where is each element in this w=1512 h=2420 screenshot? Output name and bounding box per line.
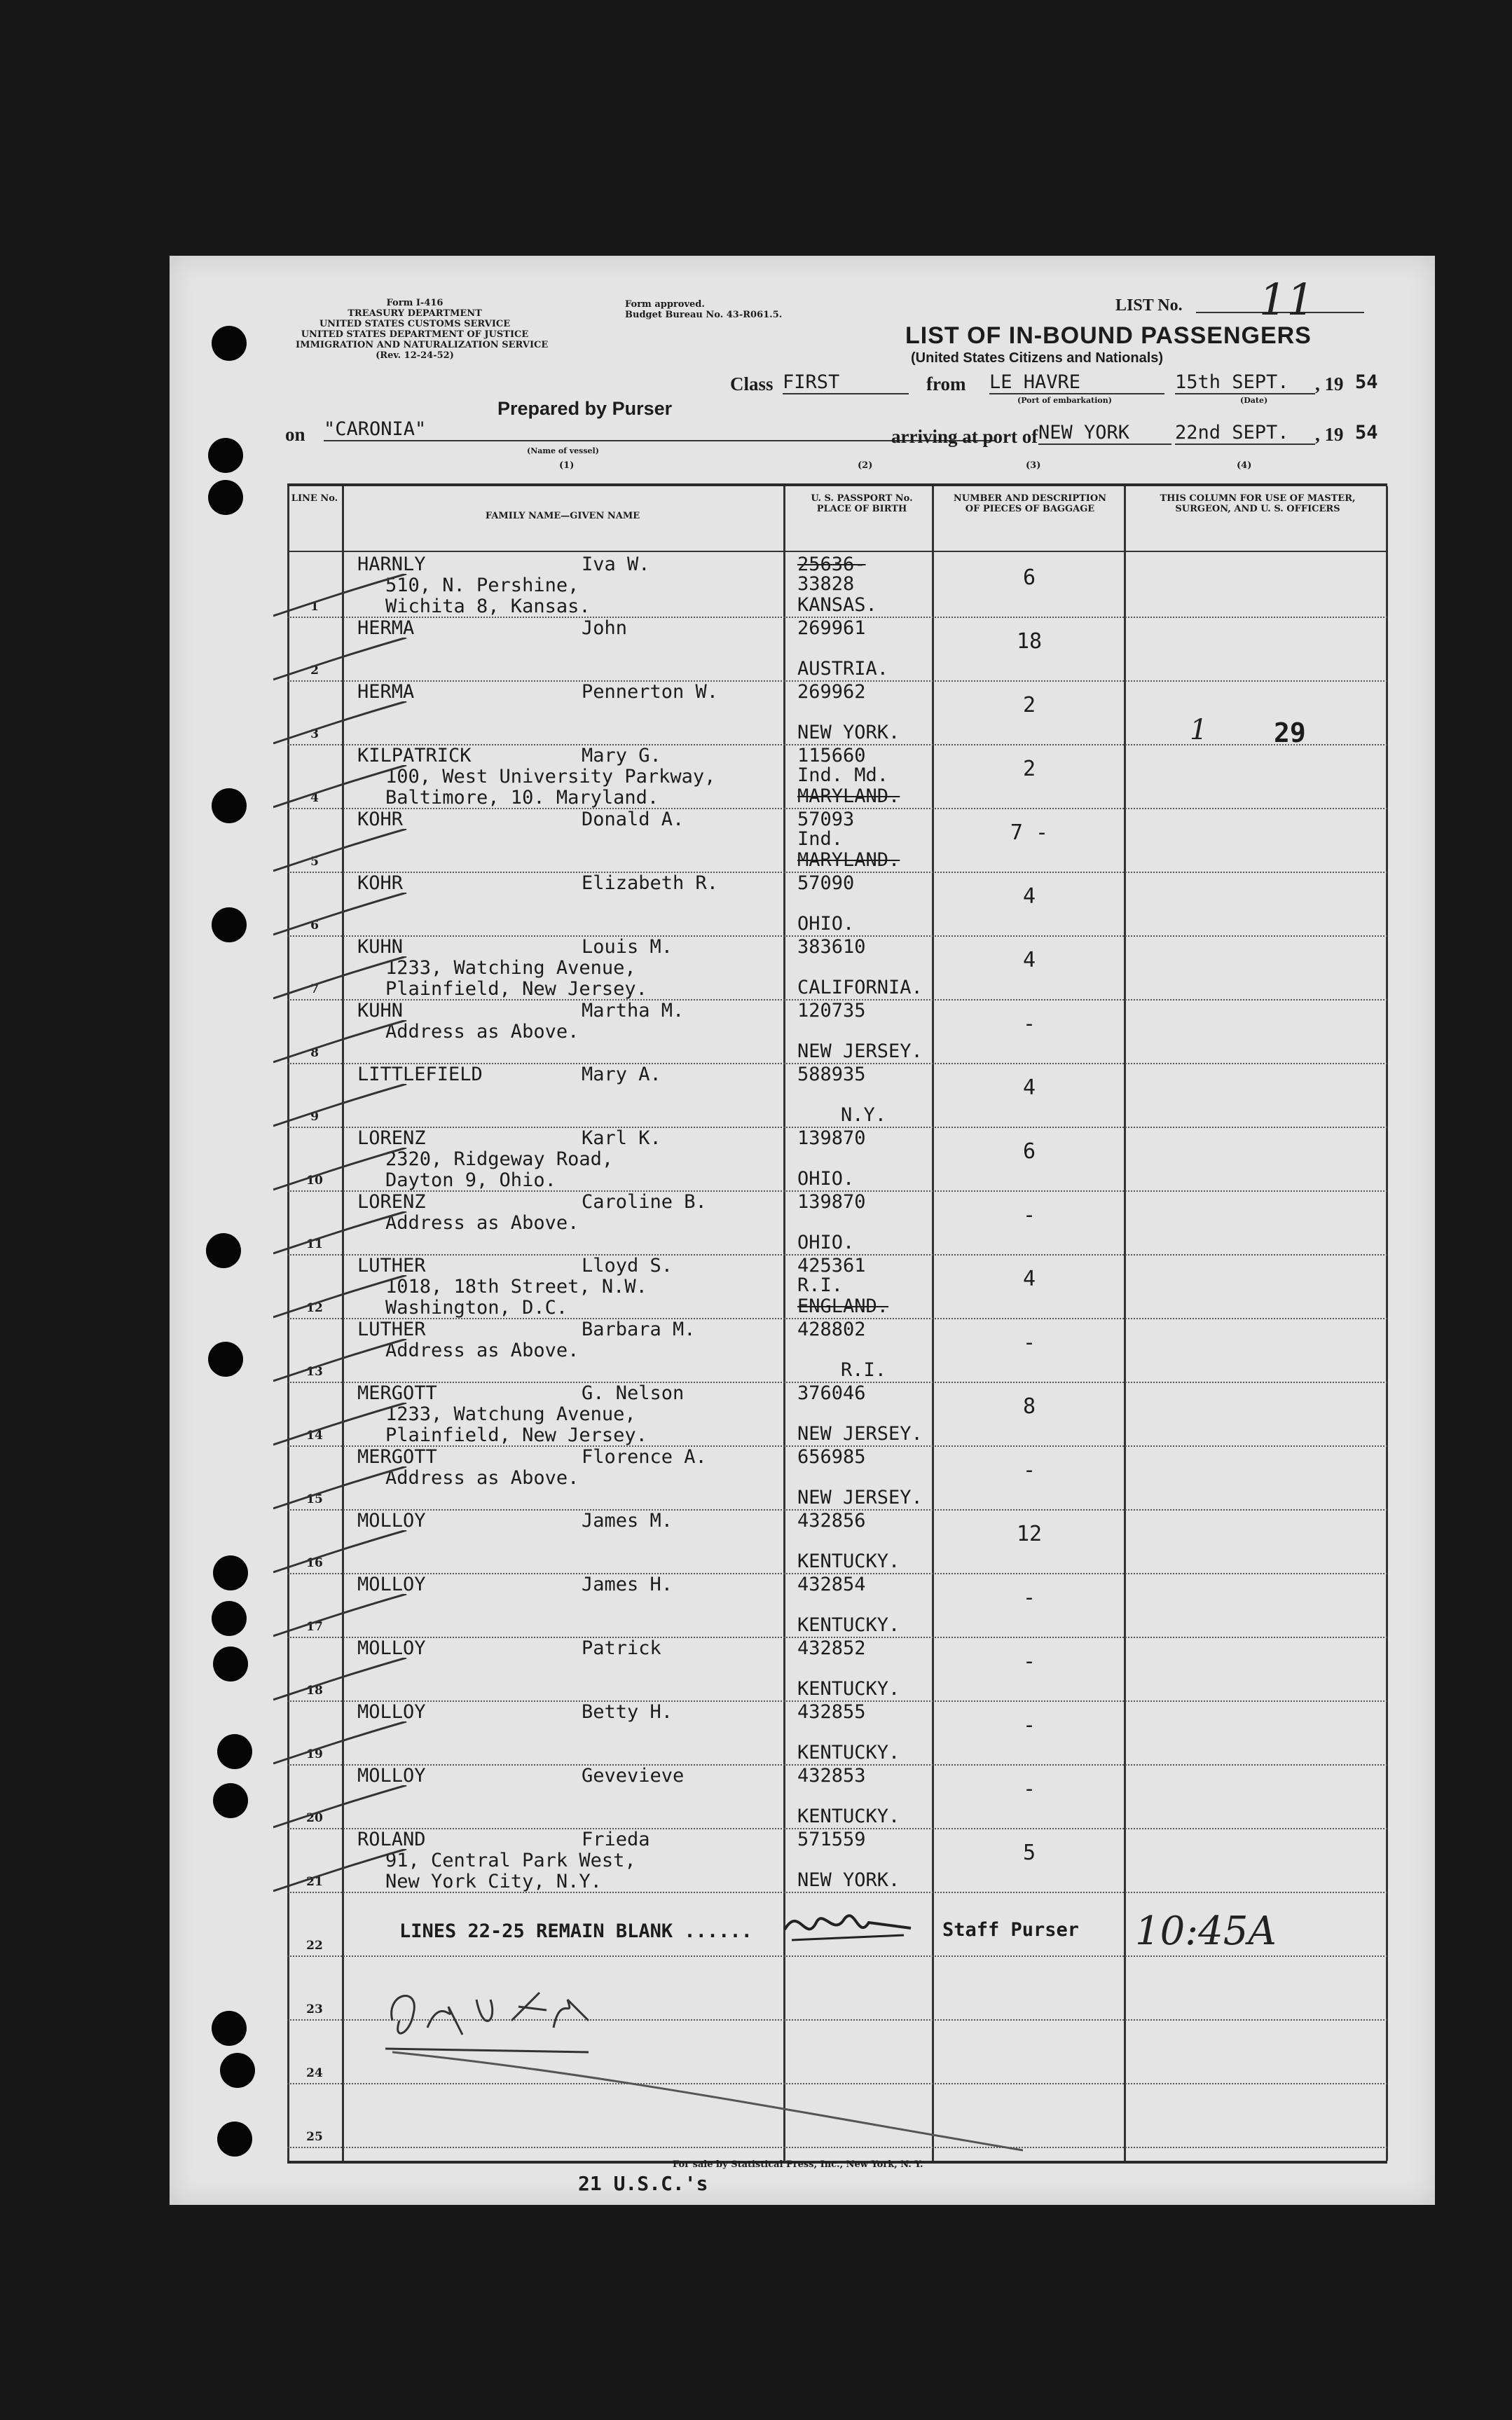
prepared-by: Prepared by Purser xyxy=(497,398,673,419)
place-of-birth: AUSTRIA. xyxy=(797,658,889,680)
table-row xyxy=(287,1828,1387,1892)
stamp-note: 21 U.S.C.'s xyxy=(578,2172,708,2195)
place-of-birth: KENTUCKY. xyxy=(797,1678,900,1700)
line-number: 18 xyxy=(306,1684,323,1698)
table-row xyxy=(287,935,1387,999)
line-number: 4 xyxy=(310,791,319,805)
column-number-1: (1) xyxy=(559,460,575,471)
baggage-count: 2 xyxy=(1022,693,1036,717)
family-name: MERGOTT xyxy=(357,1382,437,1404)
line-number: 2 xyxy=(310,664,319,678)
table-row xyxy=(287,808,1387,872)
baggage-count: 18 xyxy=(1016,629,1043,654)
form-id: Form I-416 TREASURY DEPARTMENT UNITED STATES CUSTOMS SERVICE UNITED STATES DEPARTMENT OF JUSTICE IMMIGRATION AND NATURALIZATION SERVICE (Rev. 12-24-52) xyxy=(296,298,549,361)
line-number: 14 xyxy=(306,1429,323,1443)
place-of-birth: NEW JERSEY. xyxy=(797,1487,923,1508)
place-of-birth: NEW YORK. xyxy=(797,1869,900,1891)
place-of-birth: N.Y. xyxy=(841,1104,887,1126)
given-name: Florence A. xyxy=(582,1446,707,1468)
passport-number: 376046 xyxy=(797,1382,866,1404)
table-row xyxy=(287,1509,1387,1573)
line-number: 24 xyxy=(306,2066,323,2080)
class-value: FIRST xyxy=(783,371,909,394)
struck-entry: 25636- xyxy=(797,554,866,575)
header-rule xyxy=(287,551,1387,552)
family-name: LITTLEFIELD xyxy=(357,1064,483,1085)
port-value: LE HAVRE xyxy=(989,371,1164,394)
baggage-count: 7 - xyxy=(1010,820,1049,845)
column-number-2: (2) xyxy=(858,460,873,471)
header-officers: THIS COLUMN FOR USE OF MASTER, SURGEON, AND U. S. OFFICERS xyxy=(1160,493,1356,514)
family-name: LUTHER xyxy=(357,1319,426,1340)
place-of-birth: R.I. xyxy=(841,1359,887,1381)
given-name: Caroline B. xyxy=(582,1191,707,1213)
place-of-birth: NEW JERSEY. xyxy=(797,1040,923,1062)
baggage-count: 4 xyxy=(1022,1075,1036,1100)
line-number: 12 xyxy=(306,1301,323,1315)
line-number: 8 xyxy=(310,1046,319,1060)
family-name: MOLLOY xyxy=(357,1510,426,1532)
time-note: 10:45A xyxy=(1135,1909,1277,1954)
officer-mark: 1 xyxy=(1190,714,1208,746)
family-name: LORENZ xyxy=(357,1191,426,1213)
remain-blank-note: LINES 22-25 REMAIN BLANK ...... xyxy=(399,1920,752,1942)
address: Address as Above. xyxy=(385,1021,579,1043)
family-name: MOLLOY xyxy=(357,1701,426,1723)
year-prefix: , 19 xyxy=(1315,373,1344,394)
passport-number: 432856 xyxy=(797,1510,866,1532)
table-row xyxy=(287,999,1387,1063)
page-subtitle: (United States Citizens and Nationals) xyxy=(911,350,1164,366)
line-number: 11 xyxy=(306,1237,323,1251)
table-row xyxy=(287,872,1387,935)
baggage-count: - xyxy=(1022,1777,1036,1801)
punch-hole xyxy=(220,2053,255,2088)
place-of-birth: NEW JERSEY. xyxy=(797,1423,923,1445)
place-of-birth: KENTUCKY. xyxy=(797,1806,900,1827)
arrival-year: 54 xyxy=(1355,422,1378,444)
struck-entry: MARYLAND. xyxy=(797,785,900,807)
punch-hole xyxy=(213,1783,248,1818)
punch-hole xyxy=(213,1555,248,1590)
given-name: Pennerton W. xyxy=(582,681,719,703)
baggage-count: 5 xyxy=(1022,1841,1036,1865)
vessel-caption: (Name of vessel) xyxy=(527,446,599,455)
place-of-birth: KENTUCKY. xyxy=(797,1614,900,1636)
printer-note: For sale by Statistical Press, Inc., New York, N. Y. xyxy=(673,2159,923,2170)
place-of-birth: OHIO. xyxy=(797,1232,855,1253)
passport-number: 656985 xyxy=(797,1446,866,1468)
line-number: 7 xyxy=(310,982,319,996)
struck-entry: MARYLAND. xyxy=(797,849,900,871)
column-number-3: (3) xyxy=(1026,460,1041,471)
passport-number: 57090 xyxy=(797,872,855,894)
passport-number: 57093 xyxy=(797,809,855,830)
given-name: Iva W. xyxy=(582,554,650,575)
column-number-4: (4) xyxy=(1237,460,1252,471)
given-name: Barbara M. xyxy=(582,1319,696,1340)
family-name: KUHN xyxy=(357,936,404,958)
place-of-birth: CALIFORNIA. xyxy=(797,977,923,998)
address: 1233, Watching Avenue, Plainfield, New Jersey. xyxy=(385,957,647,1000)
line-number: 13 xyxy=(306,1365,323,1379)
place-of-birth: KANSAS. xyxy=(797,594,877,616)
baggage-count: 8 xyxy=(1022,1394,1036,1419)
family-name: KOHR xyxy=(357,872,404,894)
arrival-date: 22nd SEPT. xyxy=(1175,422,1315,445)
line-number: 22 xyxy=(306,1939,323,1953)
passenger-table xyxy=(287,483,1387,2164)
punch-hole xyxy=(212,1601,247,1636)
struck-entry: ENGLAND. xyxy=(797,1295,889,1317)
header-baggage: NUMBER AND DESCRIPTION OF PIECES OF BAGGAGE xyxy=(953,493,1107,514)
family-name: HERMA xyxy=(357,681,415,703)
baggage-count: 4 xyxy=(1022,1267,1036,1291)
address: 1018, 18th Street, N.W. Washington, D.C. xyxy=(385,1276,647,1319)
header-name: FAMILY NAME—GIVEN NAME xyxy=(485,511,640,521)
line-number: 5 xyxy=(310,855,319,869)
address: Address as Above. xyxy=(385,1340,579,1361)
passport-number: 432855 xyxy=(797,1701,866,1723)
punch-hole xyxy=(217,2122,252,2157)
table-row xyxy=(287,1445,1387,1509)
table-row xyxy=(287,1700,1387,1764)
table-row xyxy=(287,1127,1387,1190)
passport-number: 428802 xyxy=(797,1319,866,1340)
family-name: MERGOTT xyxy=(357,1446,437,1468)
baggage-count: 4 xyxy=(1022,884,1036,909)
diagonal-stroke xyxy=(392,2045,1023,2160)
passport-number: 120735 xyxy=(797,1000,866,1022)
punch-hole xyxy=(217,1734,252,1769)
staff-purser-label: Staff Purser xyxy=(942,1919,1080,1941)
table-row xyxy=(287,1764,1387,1828)
family-name: LORENZ xyxy=(357,1127,426,1149)
form-approval: Form approved. Budget Bureau No. 43-R061.5. xyxy=(625,299,783,320)
passport-number: 432854 xyxy=(797,1574,866,1595)
given-name: Betty H. xyxy=(582,1701,673,1723)
baggage-count: - xyxy=(1022,1012,1036,1036)
line-number: 19 xyxy=(306,1747,323,1761)
passport-number: 115660 xyxy=(797,745,866,766)
line-number: 17 xyxy=(306,1620,323,1634)
baggage-count: - xyxy=(1022,1203,1036,1228)
address: 100, West University Parkway, Baltimore, 10. Maryland. xyxy=(385,766,716,809)
punch-hole xyxy=(212,326,247,361)
table-row xyxy=(287,1573,1387,1637)
punch-hole xyxy=(206,1233,241,1268)
line-number: 21 xyxy=(306,1875,323,1889)
table-row xyxy=(287,744,1387,808)
given-name: G. Nelson xyxy=(582,1382,685,1404)
table-row xyxy=(287,1318,1387,1382)
line-number: 16 xyxy=(306,1556,323,1570)
family-name: MOLLOY xyxy=(357,1765,426,1787)
punch-hole xyxy=(212,907,247,942)
baggage-count: - xyxy=(1022,1458,1036,1483)
line-number: 1 xyxy=(310,600,319,614)
passport-number: 432852 xyxy=(797,1637,866,1659)
place-of-birth: OHIO. xyxy=(797,1168,855,1190)
family-name: HARNLY xyxy=(357,554,426,575)
class-label: Class xyxy=(730,373,774,394)
baggage-count: - xyxy=(1022,1586,1036,1610)
family-name: KILPATRICK xyxy=(357,745,472,766)
given-name: Frieda xyxy=(582,1829,650,1850)
punch-hole xyxy=(208,480,243,515)
given-name: Mary A. xyxy=(582,1064,661,1085)
line-number: 3 xyxy=(310,727,319,741)
punch-hole xyxy=(208,1342,243,1377)
place-of-birth: Ind. Md. xyxy=(797,764,889,786)
header-passport: U. S. PASSPORT No. PLACE OF BIRTH xyxy=(811,493,913,514)
passport-number: 269962 xyxy=(797,681,866,703)
baggage-count: 4 xyxy=(1022,948,1036,972)
line-number: 23 xyxy=(306,2002,323,2016)
table-row xyxy=(287,617,1387,680)
line-number: 6 xyxy=(310,919,319,933)
list-no-value: 11 xyxy=(1259,274,1314,325)
arrival-port: NEW YORK xyxy=(1038,422,1171,445)
arrival-year-prefix: , 19 xyxy=(1315,424,1344,445)
year-value: 54 xyxy=(1355,371,1378,393)
place-of-birth: OHIO. xyxy=(797,913,855,935)
line-number: 15 xyxy=(306,1492,323,1506)
given-name: Karl K. xyxy=(582,1127,661,1149)
address: 91, Central Park West, New York City, N.Y. xyxy=(385,1850,636,1892)
table-row xyxy=(287,553,1387,617)
given-name: Donald A. xyxy=(582,809,685,830)
baggage-count: - xyxy=(1022,1713,1036,1738)
passport-number: 33828 xyxy=(797,573,855,595)
table-row xyxy=(287,680,1387,744)
passport-number: 571559 xyxy=(797,1829,866,1850)
officer-count: 29 xyxy=(1274,717,1306,748)
line-number: 20 xyxy=(306,1811,323,1825)
baggage-count: 12 xyxy=(1016,1522,1043,1546)
baggage-count: - xyxy=(1022,1331,1036,1355)
place-of-birth: NEW YORK. xyxy=(797,722,900,743)
on-label: on xyxy=(285,424,305,445)
place-of-birth: R.I. xyxy=(797,1274,844,1296)
line-number: 9 xyxy=(310,1110,319,1124)
from-label: from xyxy=(926,373,966,394)
address: 1233, Watchung Avenue, Plainfield, New Jersey. xyxy=(385,1403,647,1446)
arriving-label: arriving at port of xyxy=(891,426,1038,447)
family-name: HERMA xyxy=(357,617,415,639)
family-name: ROLAND xyxy=(357,1829,426,1850)
place-of-birth: KENTUCKY. xyxy=(797,1551,900,1572)
given-name: Martha M. xyxy=(582,1000,685,1022)
table-row xyxy=(287,1382,1387,1445)
address: 2320, Ridgeway Road, Dayton 9, Ohio. xyxy=(385,1148,614,1191)
baggage-count: 6 xyxy=(1022,1139,1036,1164)
baggage-count: - xyxy=(1022,1649,1036,1674)
page-title: LIST OF IN-BOUND PASSENGERS xyxy=(905,322,1312,349)
passport-number: 139870 xyxy=(797,1191,866,1213)
family-name: KUHN xyxy=(357,1000,404,1022)
date-value: 15th SEPT. xyxy=(1175,371,1315,394)
table-row xyxy=(287,1637,1387,1700)
vessel-value: "CARONIA" xyxy=(324,418,996,441)
given-name: Patrick xyxy=(582,1637,661,1659)
passport-number: 269961 xyxy=(797,617,866,639)
place-of-birth: KENTUCKY. xyxy=(797,1742,900,1764)
passport-number: 383610 xyxy=(797,936,866,958)
line-number: 25 xyxy=(306,2130,323,2144)
table-row xyxy=(287,1190,1387,1254)
place-of-birth: Ind. xyxy=(797,828,844,850)
baggage-count: 6 xyxy=(1022,565,1036,590)
passport-number: 588935 xyxy=(797,1064,866,1085)
given-name: Elizabeth R. xyxy=(582,872,719,894)
punch-hole xyxy=(213,1646,248,1682)
given-name: Lloyd S. xyxy=(582,1255,673,1277)
passport-number: 432853 xyxy=(797,1765,866,1787)
family-name: MOLLOY xyxy=(357,1574,426,1595)
given-name: James M. xyxy=(582,1510,673,1532)
punch-hole xyxy=(212,2011,247,2046)
given-name: Gevevieve xyxy=(582,1765,685,1787)
purser-signature xyxy=(778,1902,918,1959)
line-number: 10 xyxy=(306,1174,323,1188)
family-name: LUTHER xyxy=(357,1255,426,1277)
baggage-count: 2 xyxy=(1022,757,1036,781)
given-name: James H. xyxy=(582,1574,673,1595)
given-name: Mary G. xyxy=(582,745,661,766)
port-caption: (Port of embarkation) xyxy=(1017,396,1112,405)
punch-hole xyxy=(212,788,247,823)
address: 510, N. Pershine, Wichita 8, Kansas. xyxy=(385,575,591,617)
address: Address as Above. xyxy=(385,1212,579,1234)
family-name: KOHR xyxy=(357,809,404,830)
table-row xyxy=(287,1063,1387,1127)
given-name: John xyxy=(582,617,628,639)
address: Address as Above. xyxy=(385,1467,579,1489)
given-name: Louis M. xyxy=(582,936,673,958)
family-name: MOLLOY xyxy=(357,1637,426,1659)
table-row xyxy=(287,1254,1387,1318)
passport-number: 425361 xyxy=(797,1255,866,1277)
passport-number: 139870 xyxy=(797,1127,866,1149)
list-no-label: LIST No. xyxy=(1115,296,1183,315)
header-line-no: LINE No. xyxy=(291,493,338,504)
punch-hole xyxy=(208,438,243,473)
date-caption: (Date) xyxy=(1240,396,1268,405)
